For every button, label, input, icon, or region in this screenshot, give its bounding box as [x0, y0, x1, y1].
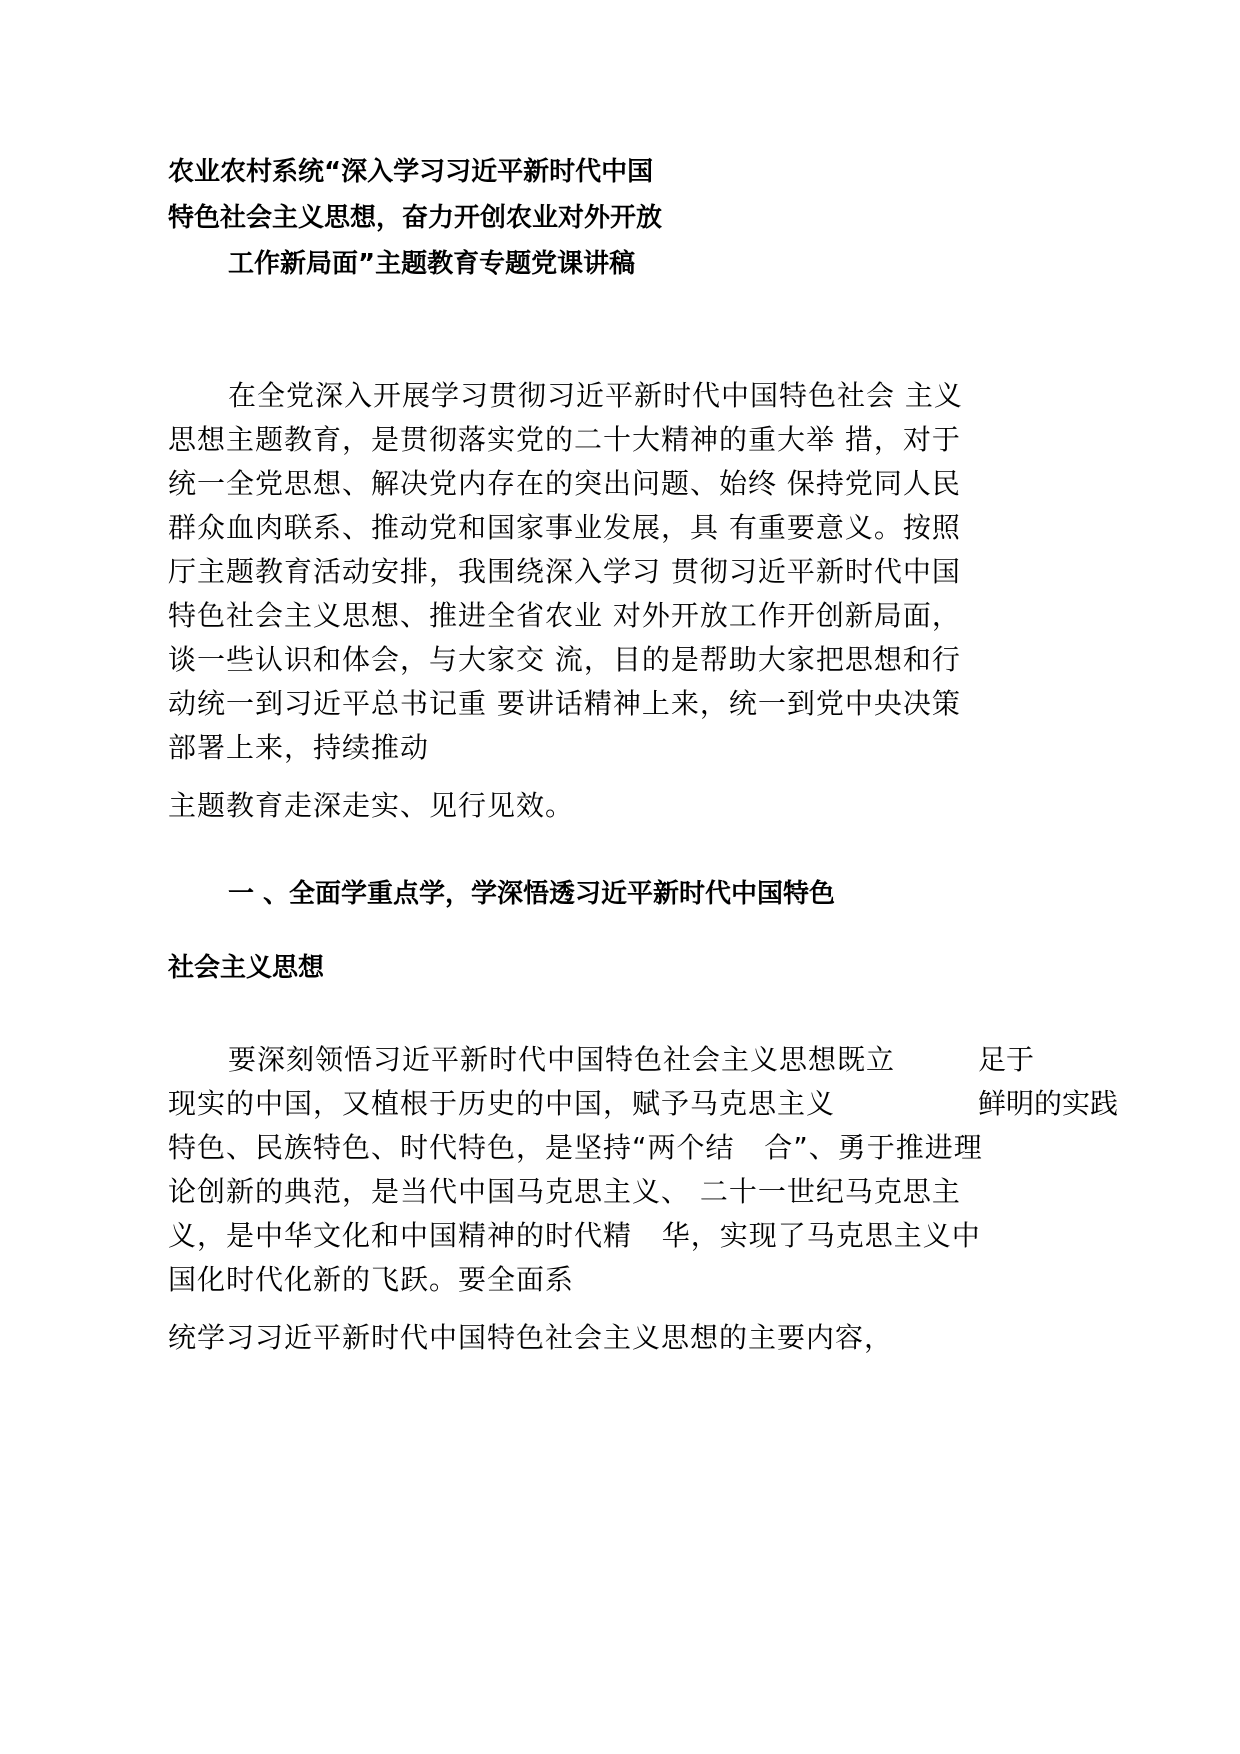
title-line-2: 特色社会主义思想，奋力开创农业对外开放 — [168, 203, 663, 233]
title-line-3: 工作新局面”主题教育专题党课讲稿 — [228, 249, 636, 279]
intro-tail-line: 主题教育走深走实、见行见效。 — [168, 789, 575, 822]
section1-tail-line: 统学习习近平新时代中国特色社会主义思想的主要内容， — [168, 1321, 894, 1354]
intro-line-1: 在全党深入开展学习贯彻习近平新时代中国特色社会 主义 — [228, 379, 963, 412]
intro-line-5: 厅主题教育活动安排，我围绕深入学习 贯彻习近平新时代中国 — [168, 555, 961, 588]
intro-line-2: 思想主题教育，是贯彻落实党的二十大精神的重大举 措，对于 — [168, 423, 961, 456]
section1-heading-line-2: 社会主义思想 — [168, 953, 325, 983]
section1-line-2: 现实的中国，又植根于历史的中国，赋予马克思主义 — [168, 1087, 836, 1120]
intro-line-4: 群众血肉联系、推动党和国家事业发展，具 有重要意义。按照 — [168, 511, 961, 544]
title-line-1: 农业农村系统“深入学习习近平新时代中国 — [168, 157, 654, 187]
intro-line-3: 统一全党思想、解决党内存在的突出问题、始终 保持党同人民 — [168, 467, 961, 500]
section1-aside-2: 鲜明的实践 — [978, 1087, 1119, 1120]
intro-line-8: 动统一到习近平总书记重 要讲话精神上来，统一到党中央决策 — [168, 687, 961, 720]
section1-line-1: 要深刻领悟习近平新时代中国特色社会主义思想既立 — [228, 1043, 896, 1076]
intro-line-6: 特色社会主义思想、推进全省农业 对外开放工作开创新局面， — [168, 599, 961, 632]
section1-line-6: 国化时代化新的飞跃。要全面系 — [168, 1263, 575, 1296]
intro-line-7: 谈一些认识和体会，与大家交 流，目的是帮助大家把思想和行 — [168, 643, 961, 676]
section1-heading-line-1: 一 、全面学重点学，学深悟透习近平新时代中国特色 — [228, 879, 836, 909]
section1-line-5: 义，是中华文化和中国精神的时代精 华，实现了马克思主义中 — [168, 1219, 981, 1252]
section1-aside-1: 足于 — [978, 1043, 1035, 1076]
section1-line-4: 论创新的典范，是当代中国马克思主义、 二十一世纪马克思主 — [168, 1175, 961, 1208]
intro-line-9: 部署上来，持续推动 — [168, 731, 430, 764]
section1-line-3: 特色、民族特色、时代特色，是坚持“两个结 合”、勇于推进理 — [168, 1131, 983, 1164]
